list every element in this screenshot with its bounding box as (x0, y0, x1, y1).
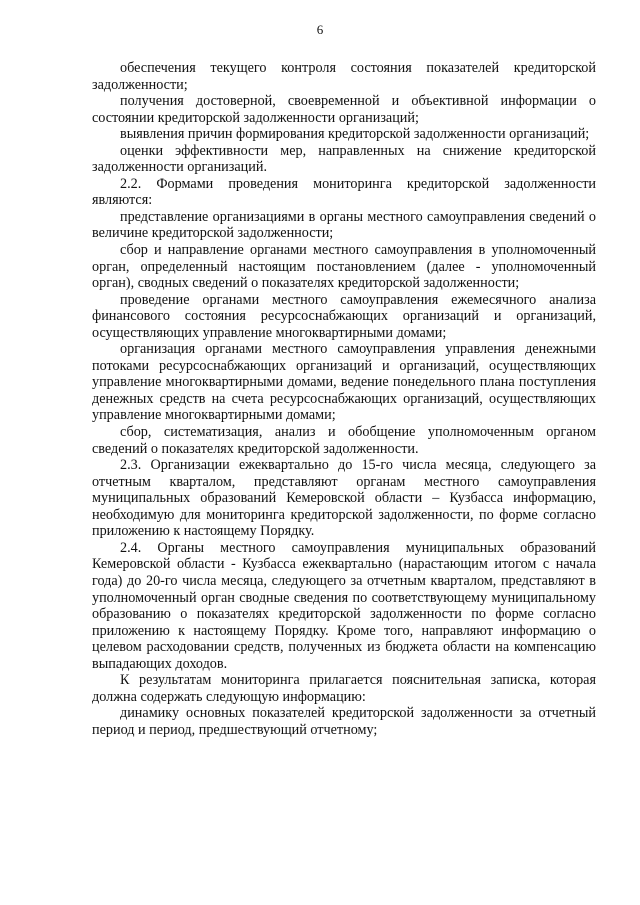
paragraph: проведение органами местного самоуправления ежемесячного анализа финансового состояния ресурсоснабжающих организаций и организаций, осуществляющих управление многоквартирными домами; (92, 291, 596, 341)
paragraph: получения достоверной, своевременной и объективной информации о состоянии кредиторской задолженности организаций; (92, 93, 596, 126)
paragraph: организация органами местного самоуправления управления денежными потоками ресурсоснабжающих организаций и организаций, осуществляющих управление многоквартирными домами, ведение понедельного плана поступления денежных средств на счета ресурсоснабжающих организаций, осуществляющих управление многоквартирными домами; (92, 341, 596, 424)
paragraph: К результатам мониторинга прилагается пояснительная записка, которая должна содержать следующую информацию: (92, 672, 596, 705)
paragraph: представление организациями в органы местного самоуправления сведений о величине кредиторской задолженности; (92, 208, 596, 242)
paragraph: выявления причин формирования кредиторской задолженности организаций; (120, 126, 590, 143)
body-text (92, 60, 596, 738)
paragraph: оценки эффективности мер, направленных на снижение кредиторской задолженности организаций. (92, 142, 596, 176)
paragraph: 2.2. Формами проведения мониторинга кредиторской задолженности являются: (92, 175, 596, 209)
paragraph: обеспечения текущего контроля состояния показателей кредиторской задолженности; (92, 60, 596, 93)
paragraph: сбор, систематизация, анализ и обобщение уполномоченным органом сведений о показателях кредиторской задолженности. (92, 424, 596, 457)
paragraph: сбор и направление органами местного самоуправления в уполномоченный орган, определенный настоящим постановлением (далее - уполномоченный орган), сводных сведений о показателях кредиторской задолженности; (92, 242, 596, 292)
paragraph: 2.3. Организации ежеквартально до 15-го числа месяца, следующего за отчетным кварталом, представляют органам местного самоуправления муниципальных образований Кемеровской области – Кузбасса информацию, необходимую для мониторинга кредиторской задолженности, по форме согласно приложению к настоящему Порядку. (92, 457, 596, 540)
page-number: 6 (316, 22, 324, 37)
paragraph: динамику основных показателей кредиторской задолженности за отчетный период и период, предшествующий отчетному; (92, 705, 596, 738)
paragraph: 2.4. Органы местного самоуправления муниципальных образований Кемеровской области - Кузбасса ежеквартально (нарастающим итогом с начала года) до 20-го числа месяца, следующего за отчетным кварталом, представляют в уполномоченный орган сводные сведения по соответствующему муниципальному образованию о показателях кредиторской задолженности по форме согласно приложению к настоящему Порядку. Кроме того, направляют информацию о целевом расходовании средств, полученных из бюджета области на компенсацию выпадающих доходов. (92, 539, 596, 672)
